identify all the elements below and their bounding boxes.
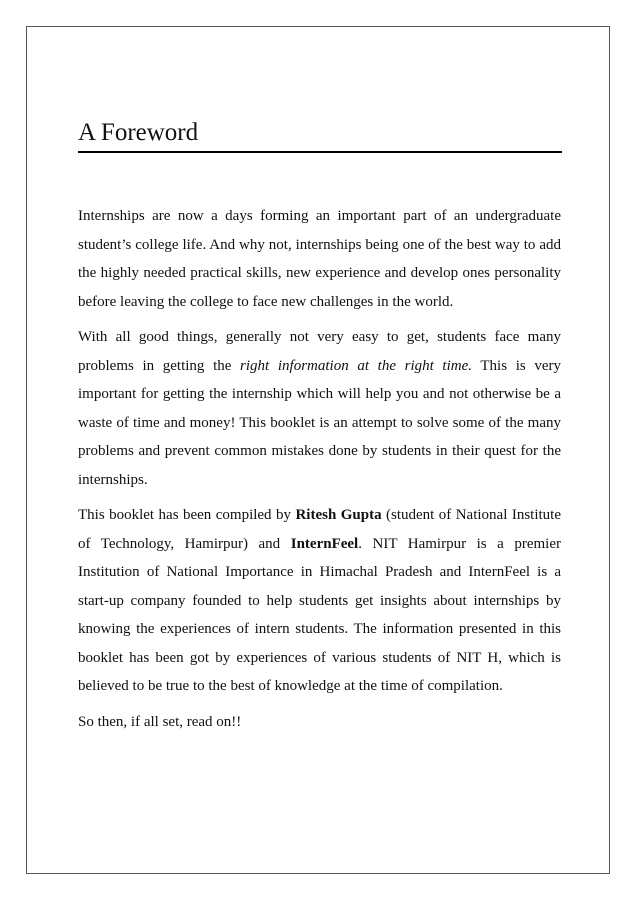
paragraph-credits	[78, 501, 561, 701]
paragraph-text: (student of National Institute of Technology, Hamirpur) and	[78, 507, 561, 552]
paragraph-problems	[78, 323, 561, 494]
foreword-body	[78, 202, 561, 743]
paragraph-text: This is very important for getting the internship which will help you and not otherwise be a waste of time and money! This booklet is an attempt to solve some of the many problems and prevent common mistakes done by students in their quest for the internships.	[78, 357, 561, 488]
paragraph-text: With all good things, generally not very easy to get, students face many problems in getting the	[78, 329, 561, 374]
paragraph-intro: Internships are now a days forming an important part of an undergraduate student’s college life. And why not, internships being one of the best way to add the highly needed practical skills, new experience and develop ones personality before leaving the college to face new challenges in the world.	[78, 208, 561, 310]
page-title: A Foreword	[78, 118, 562, 153]
paragraph-text: . NIT Hamirpur is a premier Institution of National Importance in Himachal Pradesh and InternFeel is a start-up company founded to help students get insights about internships by knowing the experiences of intern students. The information presented in this booklet has been got by experiences of various students of NIT H, which is believed to be true to the best of knowledge at the time of compilation.	[78, 535, 561, 694]
author-name: Ritesh Gupta	[295, 507, 382, 523]
paragraph-text: This booklet has been compiled by	[78, 507, 296, 523]
company-name: InternFeel	[290, 535, 359, 552]
emphasis-text: right information at the right time.	[240, 357, 473, 374]
paragraph-closing: So then, if all set, read on!!	[78, 713, 242, 730]
